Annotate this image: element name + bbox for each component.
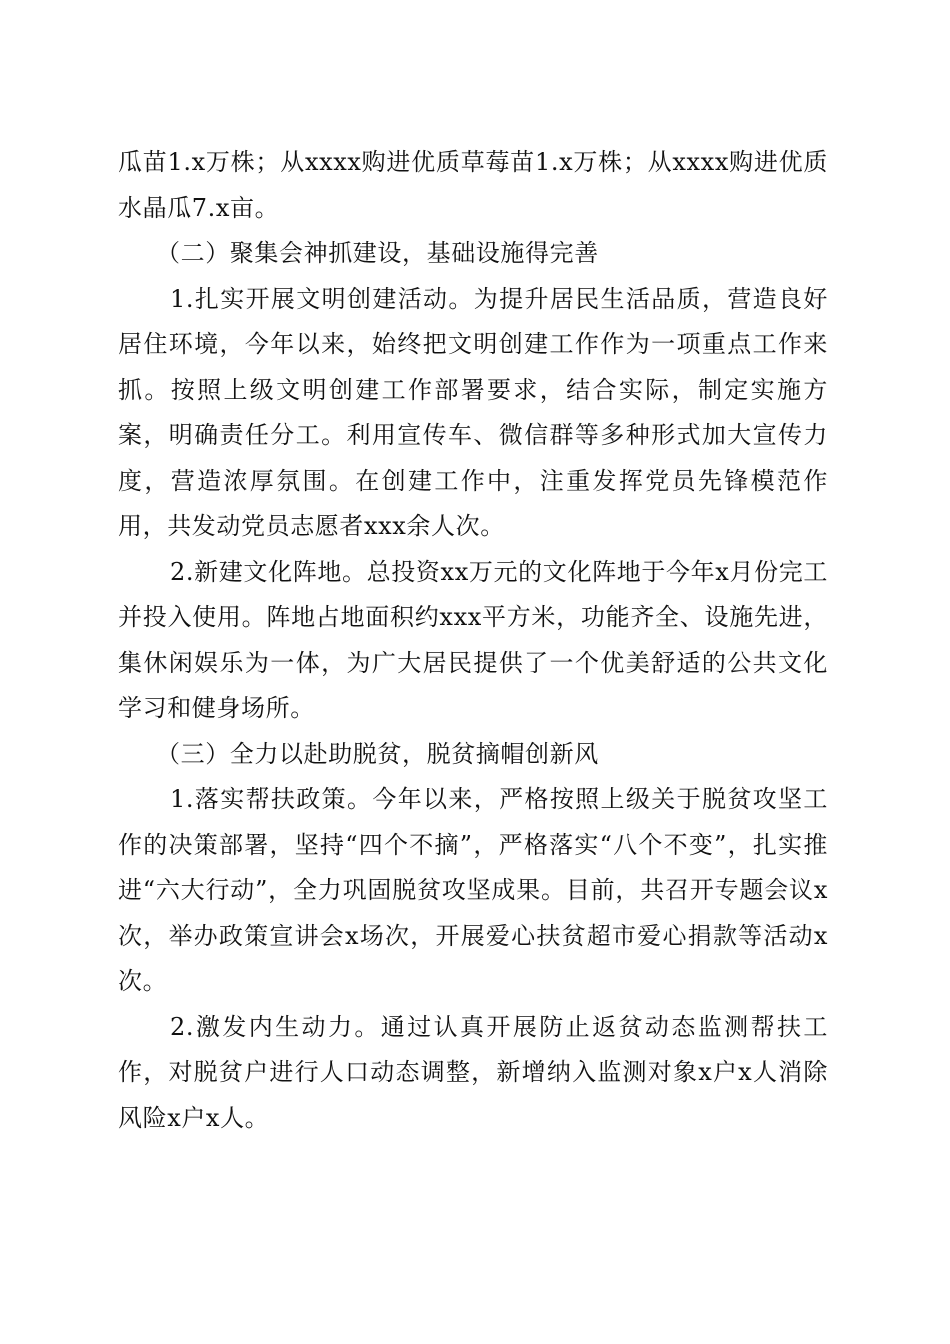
paragraph-culture-site: 2.新建文化阵地。总投资xx万元的文化阵地于今年x月份完工并投入使用。阵地占地面积约xxx平方米，功能齐全、设施先进，集休闲娱乐为一体，为广大居民提供了一个优美舒适的公共文化学习和健身场所。 [118,557,828,722]
document-body [118,140,828,1141]
paragraph-continued: 瓜苗1.x万株；从xxxx购进优质草莓苗1.x万株；从xxxx购进优质水晶瓜7.x亩。 [118,148,828,222]
section-heading-2: （二）聚集会神抓建设，基础设施得完善 [156,239,599,267]
section-heading-3: （三）全力以赴助脱贫，脱贫摘帽创新风 [156,739,599,768]
paragraph-civilization: 1.扎实开展文明创建活动。为提升居民生活品质，营造良好居住环境，今年以来，始终把文明创建工作作为一项重点工作来抓。按照上级文明创建工作部署要求，结合实际，制定实施方案，明确责任分工。利用宣传车、微信群等多种形式加大宣传力度，营造浓厚氛围。在创建工作中，注重发挥党员先锋模范作用，共发动党员志愿者xxx余人次。 [118,284,828,540]
paragraph-assistance-policy: 1.落实帮扶政策。今年以来，严格按照上级关于脱贫攻坚工作的决策部署，坚持“四个不摘”，严格落实“八个不变”，扎实推进“六大行动”，全力巩固脱贫攻坚成果。目前，共召开专题会议x次，举办政策宣讲会x场次，开展爱心扶贫超市爱心捐款等活动x次。 [118,785,828,995]
paragraph-internal-motivation: 2.激发内生动力。通过认真开展防止返贫动态监测帮扶工作，对脱贫户进行人口动态调整，新增纳入监测对象x户x人消除风险x户x人。 [118,1012,828,1132]
